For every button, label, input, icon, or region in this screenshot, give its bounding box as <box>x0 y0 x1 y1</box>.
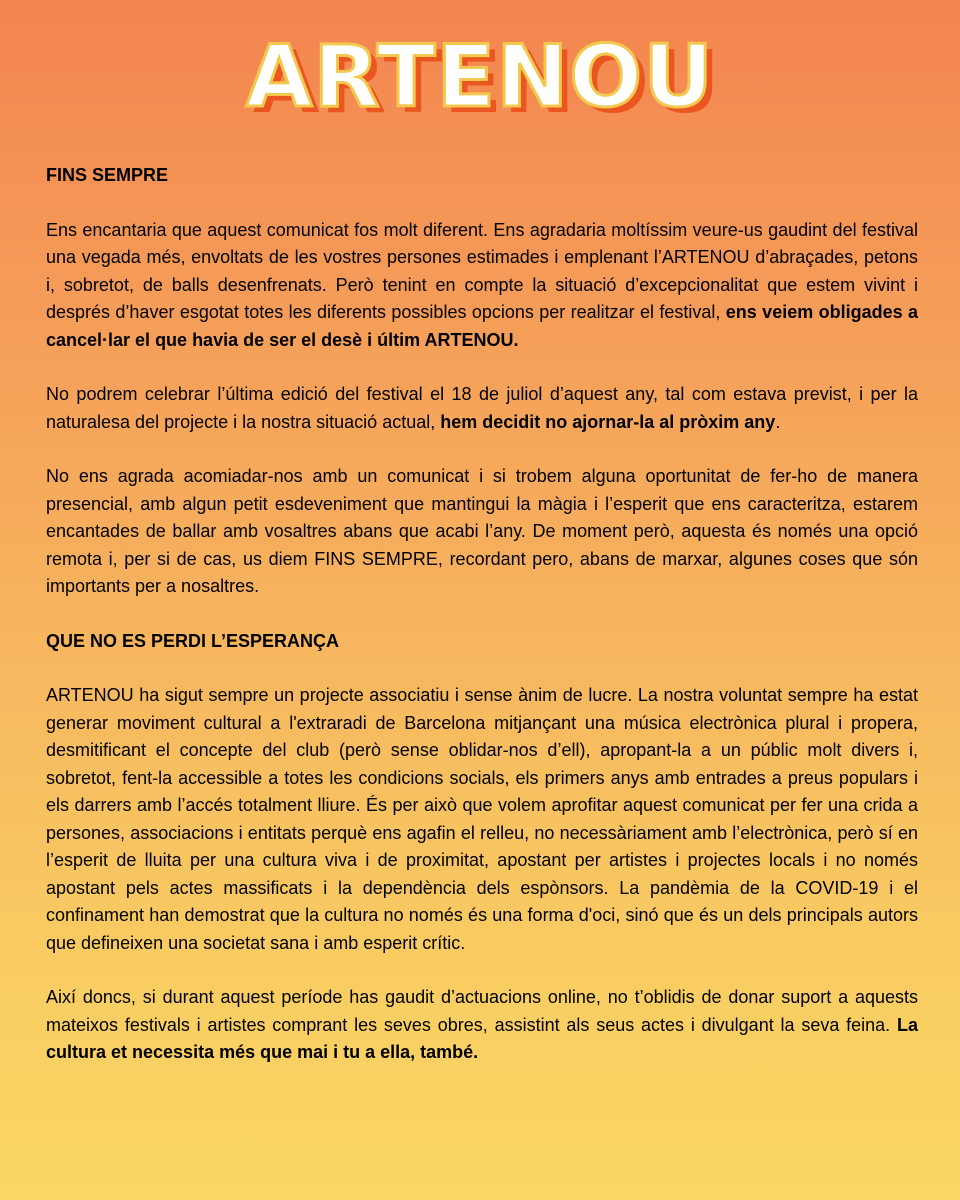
paragraph-no-postpone <box>46 381 918 436</box>
paragraph-support-text: Així doncs, si durant aquest període has gaudit d’actuacions online, no t’oblidis de donar suport a aquests mateixos festivals i artistes comprant les seves obres, assistint als seus actes i divulgant la seva feina. <box>46 987 918 1035</box>
paragraph-intro <box>46 217 918 355</box>
paragraph-no-postpone-bold: hem decidit no ajornar-la al pròxim any <box>440 411 776 432</box>
logo-header <box>0 22 960 132</box>
paragraph-intro-text: Ens encantaria que aquest comunicat fos molt diferent. Ens agradaria moltíssim veure-us gaudint del festival una vegada més, envoltats de les vostres persones estimades i emplenant l’ARTENOU d’abraçades, petons i, sobretot, de balls desenfrenats. Però tenint en compte la situació d’excepcionalitat que estem vivint i després d’haver esgotat totes les diferents possibles opcions per realitzar el festival, <box>46 219 918 322</box>
announcement-body <box>46 162 918 1094</box>
paragraph-project: ARTENOU ha sigut sempre un projecte associatiu i sense ànim de lucre. La nostra voluntat sempre ha estat generar moviment cultural a l'extraradi de Barcelona mitjançant una música electrònica plural i propera, desmitificant el concepte del club (però sense oblidar-nos d’ell), apropant-la a un públic molt divers i, sobretot, fent-la accessible a totes les condicions socials, els primers anys amb entrades a preus populars i els darrers amb l’accés totalment lliure. És per això que volem aprofitar aquest comunicat per fer una crida a persones, associacions i entitats perquè ens agafin el relleu, no necessàriament amb l’electrònica, però sí en l’esperit de lluita per una cultura viva i de proximitat, apostant per artistes i projectes locals i no només apostant pels actes massificats i la dependència dels espònsors. La pandèmia de la COVID-19 i el confinament han demostrat que la cultura no només és una forma d'oci, sinó que és un dels principals autors que defineixen una societat sana i amb esperit crític. <box>46 685 918 953</box>
paragraph-support-bold: La cultura et necessita més que mai i tu a ella, també. <box>46 1014 918 1062</box>
paragraph-no-postpone-text: No podrem celebrar l’última edició del festival el 18 de juliol d’aquest any, tal com estava previst, i per la naturalesa del projecte i la nostra situació actual, <box>46 384 918 432</box>
paragraph-no-postpone-end: . <box>775 411 781 432</box>
paragraph-support <box>46 984 918 1067</box>
heading-esperanca: QUE NO ES PERDI L’ESPERANÇA <box>46 630 340 651</box>
paragraph-farewell: No ens agrada acomiadar-nos amb un comunicat i si trobem alguna oportunitat de fer-ho de manera presencial, amb algun petit esdeveniment que mantingui la màgia i l’esperit que ens caracteritza, estarem encantades de ballar amb vosaltres abans que acabi l’any. De moment però, aquesta és només una opció remota i, per si de cas, us diem FINS SEMPRE, recordant pero, abans de marxar, algunes coses que són importants per a nosaltres. <box>46 466 918 596</box>
paragraph-intro-bold: ens veiem obligades a cancel·lar el que havia de ser el desè i últim ARTENOU. <box>46 302 918 350</box>
heading-fins-sempre: FINS SEMPRE <box>46 165 169 185</box>
artenou-logo: ARTENOU <box>245 27 715 127</box>
